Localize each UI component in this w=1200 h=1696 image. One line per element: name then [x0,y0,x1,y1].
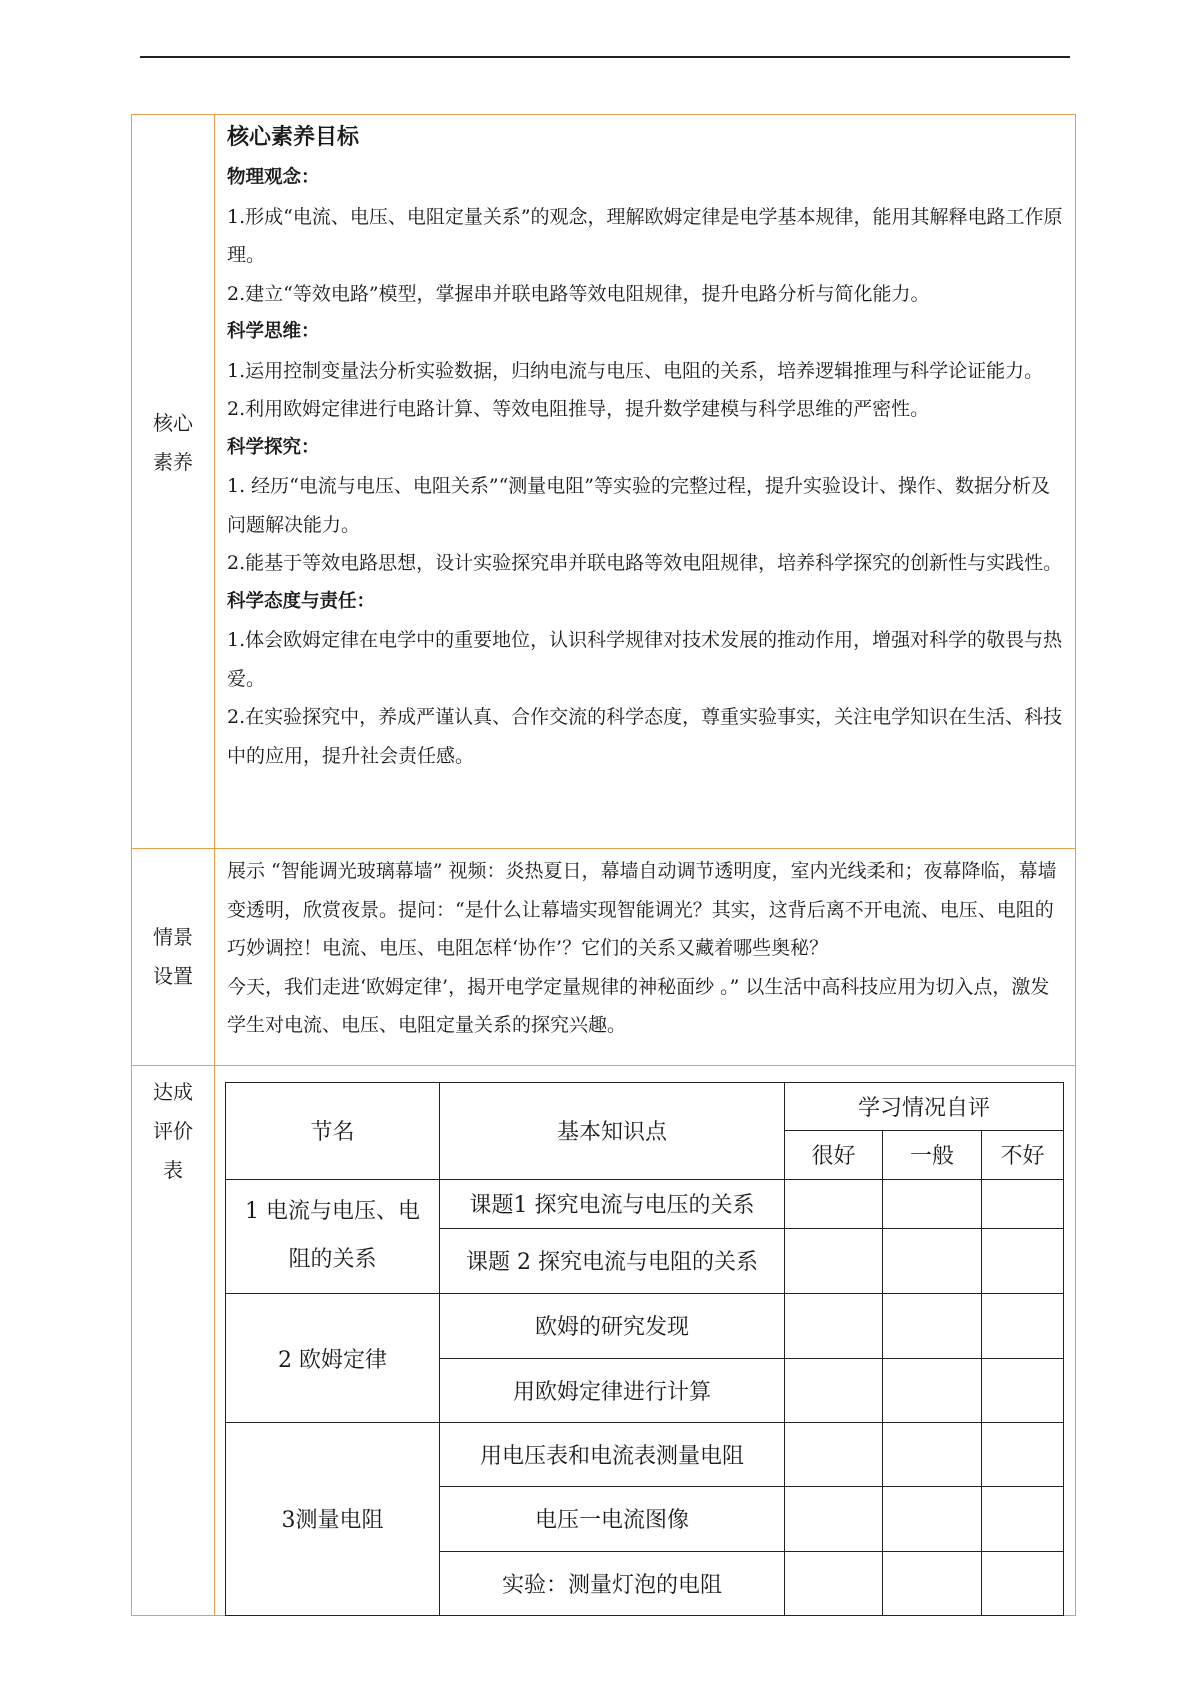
label-line: 素养 [153,450,193,474]
table-header-row [226,1083,1064,1131]
evaluation-label [132,1073,214,1190]
rating-average-cell[interactable] [883,1487,982,1551]
section-name: 2 欧姆定律 [226,1294,440,1423]
knowledge-point: 欧姆的研究发现 [440,1294,785,1358]
header-self-eval: 学习情况自评 [785,1083,1064,1131]
rating-poor-cell[interactable] [982,1294,1064,1358]
rating-poor-cell[interactable] [982,1228,1064,1293]
section-name-line: 1 电流与电压、电 [245,1199,420,1225]
label-line: 评价 [153,1119,193,1143]
header-knowledge: 基本知识点 [440,1083,785,1180]
knowledge-point: 用欧姆定律进行计算 [440,1358,785,1422]
rating-poor-cell[interactable] [982,1551,1064,1615]
knowledge-point: 实验：测量灯泡的电阻 [440,1551,785,1615]
rating-good-cell[interactable] [785,1551,883,1615]
goal-item: 2.在实验探究中，养成严谨认真、合作交流的科学态度，尊重实验事实，关注电学知识在生活、科技中的应用，提升社会责任感。 [227,706,1063,767]
knowledge-point: 电压一电流图像 [440,1487,785,1551]
rating-average-cell[interactable] [883,1228,982,1293]
rating-good-cell[interactable] [785,1179,883,1228]
header-average: 一般 [883,1131,982,1179]
section-heading: 科学探究： [227,436,320,458]
label-line: 情景 [153,925,193,949]
rating-good-cell[interactable] [785,1487,883,1551]
section-heading: 科学态度与责任： [227,590,376,612]
rating-poor-cell[interactable] [982,1487,1064,1551]
core-title: 核心素养目标 [227,125,360,150]
lesson-plan-table [131,114,1076,1616]
table-row [226,1294,1064,1358]
knowledge-point: 课题 2 探究电流与电阻的关系 [440,1228,785,1293]
rating-average-cell[interactable] [883,1294,982,1358]
rating-poor-cell[interactable] [982,1179,1064,1228]
header-poor: 不好 [982,1131,1064,1179]
section-heading: 物理观念： [227,167,320,188]
rating-good-cell[interactable] [785,1228,883,1293]
label-line: 设置 [153,964,193,988]
core-label [132,404,214,482]
rating-good-cell[interactable] [785,1422,883,1486]
label-line: 表 [163,1158,183,1182]
column-divider [214,115,215,1615]
goal-item: 1. 经历“电流与电压、电阻关系”“测量电阻”等实验的完整过程，提升实验设计、操作、数据分析及问题解决能力。 [227,475,1051,536]
label-line: 核心 [153,411,193,435]
header-section: 节名 [226,1083,440,1180]
knowledge-point: 用电压表和电流表测量电阻 [440,1422,785,1486]
evaluation-table [225,1082,1064,1616]
goal-item: 1.体会欧姆定律在电学中的重要地位，认识科学规律对技术发展的推动作用，增强对科学的敬畏与热爱。 [227,629,1063,690]
row-divider-2 [132,1065,1075,1066]
rating-poor-cell[interactable] [982,1358,1064,1422]
section-name: 3测量电阻 [226,1422,440,1615]
table-row [226,1422,1064,1486]
rating-good-cell[interactable] [785,1294,883,1358]
knowledge-point: 课题1 探究电流与电压的关系 [440,1179,785,1228]
rating-average-cell[interactable] [883,1422,982,1486]
scene-content [227,852,1067,1045]
goal-item: 1.形成“电流、电压、电阻定量关系”的观念，理解欧姆定律是电学基本规律，能用其解释电路工作原理。 [227,205,1063,266]
rating-poor-cell[interactable] [982,1422,1064,1486]
scene-label [132,918,214,996]
label-line: 达成 [153,1080,193,1104]
header-good: 很好 [785,1131,883,1179]
core-content [227,117,1067,775]
header-rule [140,56,1070,58]
rating-average-cell[interactable] [883,1358,982,1422]
goal-item: 2.能基于等效电路思想，设计实验探究串并联电路等效电阻规律，培养科学探究的创新性与实践性。 [227,552,1063,574]
scene-paragraph: 展示 “智能调光玻璃幕墙” 视频：炎热夏日，幕墙自动调节透明度，室内光线柔和；夜幕降临，幕墙变透明，欣赏夜景。提问：“是什么让幕墙实现智能调光？其实，这背后离不开电流、电压、电阻的巧妙调控！电流、电压、电阻怎样‘协作’？它们的关系又藏着哪些奥秘？ [227,860,1057,959]
goal-item: 2.利用欧姆定律进行电路计算、等效电阻推导，提升数学建模与科学思维的严密性。 [227,398,930,420]
rating-average-cell[interactable] [883,1179,982,1228]
goal-item: 1.运用控制变量法分析实验数据，归纳电流与电压、电阻的关系，培养逻辑推理与科学论证能力。 [227,359,1044,382]
rating-good-cell[interactable] [785,1358,883,1422]
rating-average-cell[interactable] [883,1551,982,1615]
section-name [226,1179,440,1294]
goal-item: 2.建立“等效电路”模型，掌握串并联电路等效电阻规律，提升电路分析与简化能力。 [227,282,930,305]
scene-paragraph: 今天，我们走进‘欧姆定律’，揭开电学定量规律的神秘面纱 。” 以生活中高科技应用为切入点，激发学生对电流、电压、电阻定量关系的探究兴趣。 [227,975,1050,1036]
section-name-line: 阻的关系 [288,1247,377,1273]
section-heading: 科学思维： [227,321,320,342]
row-divider-1 [132,848,1075,849]
table-row [226,1179,1064,1228]
